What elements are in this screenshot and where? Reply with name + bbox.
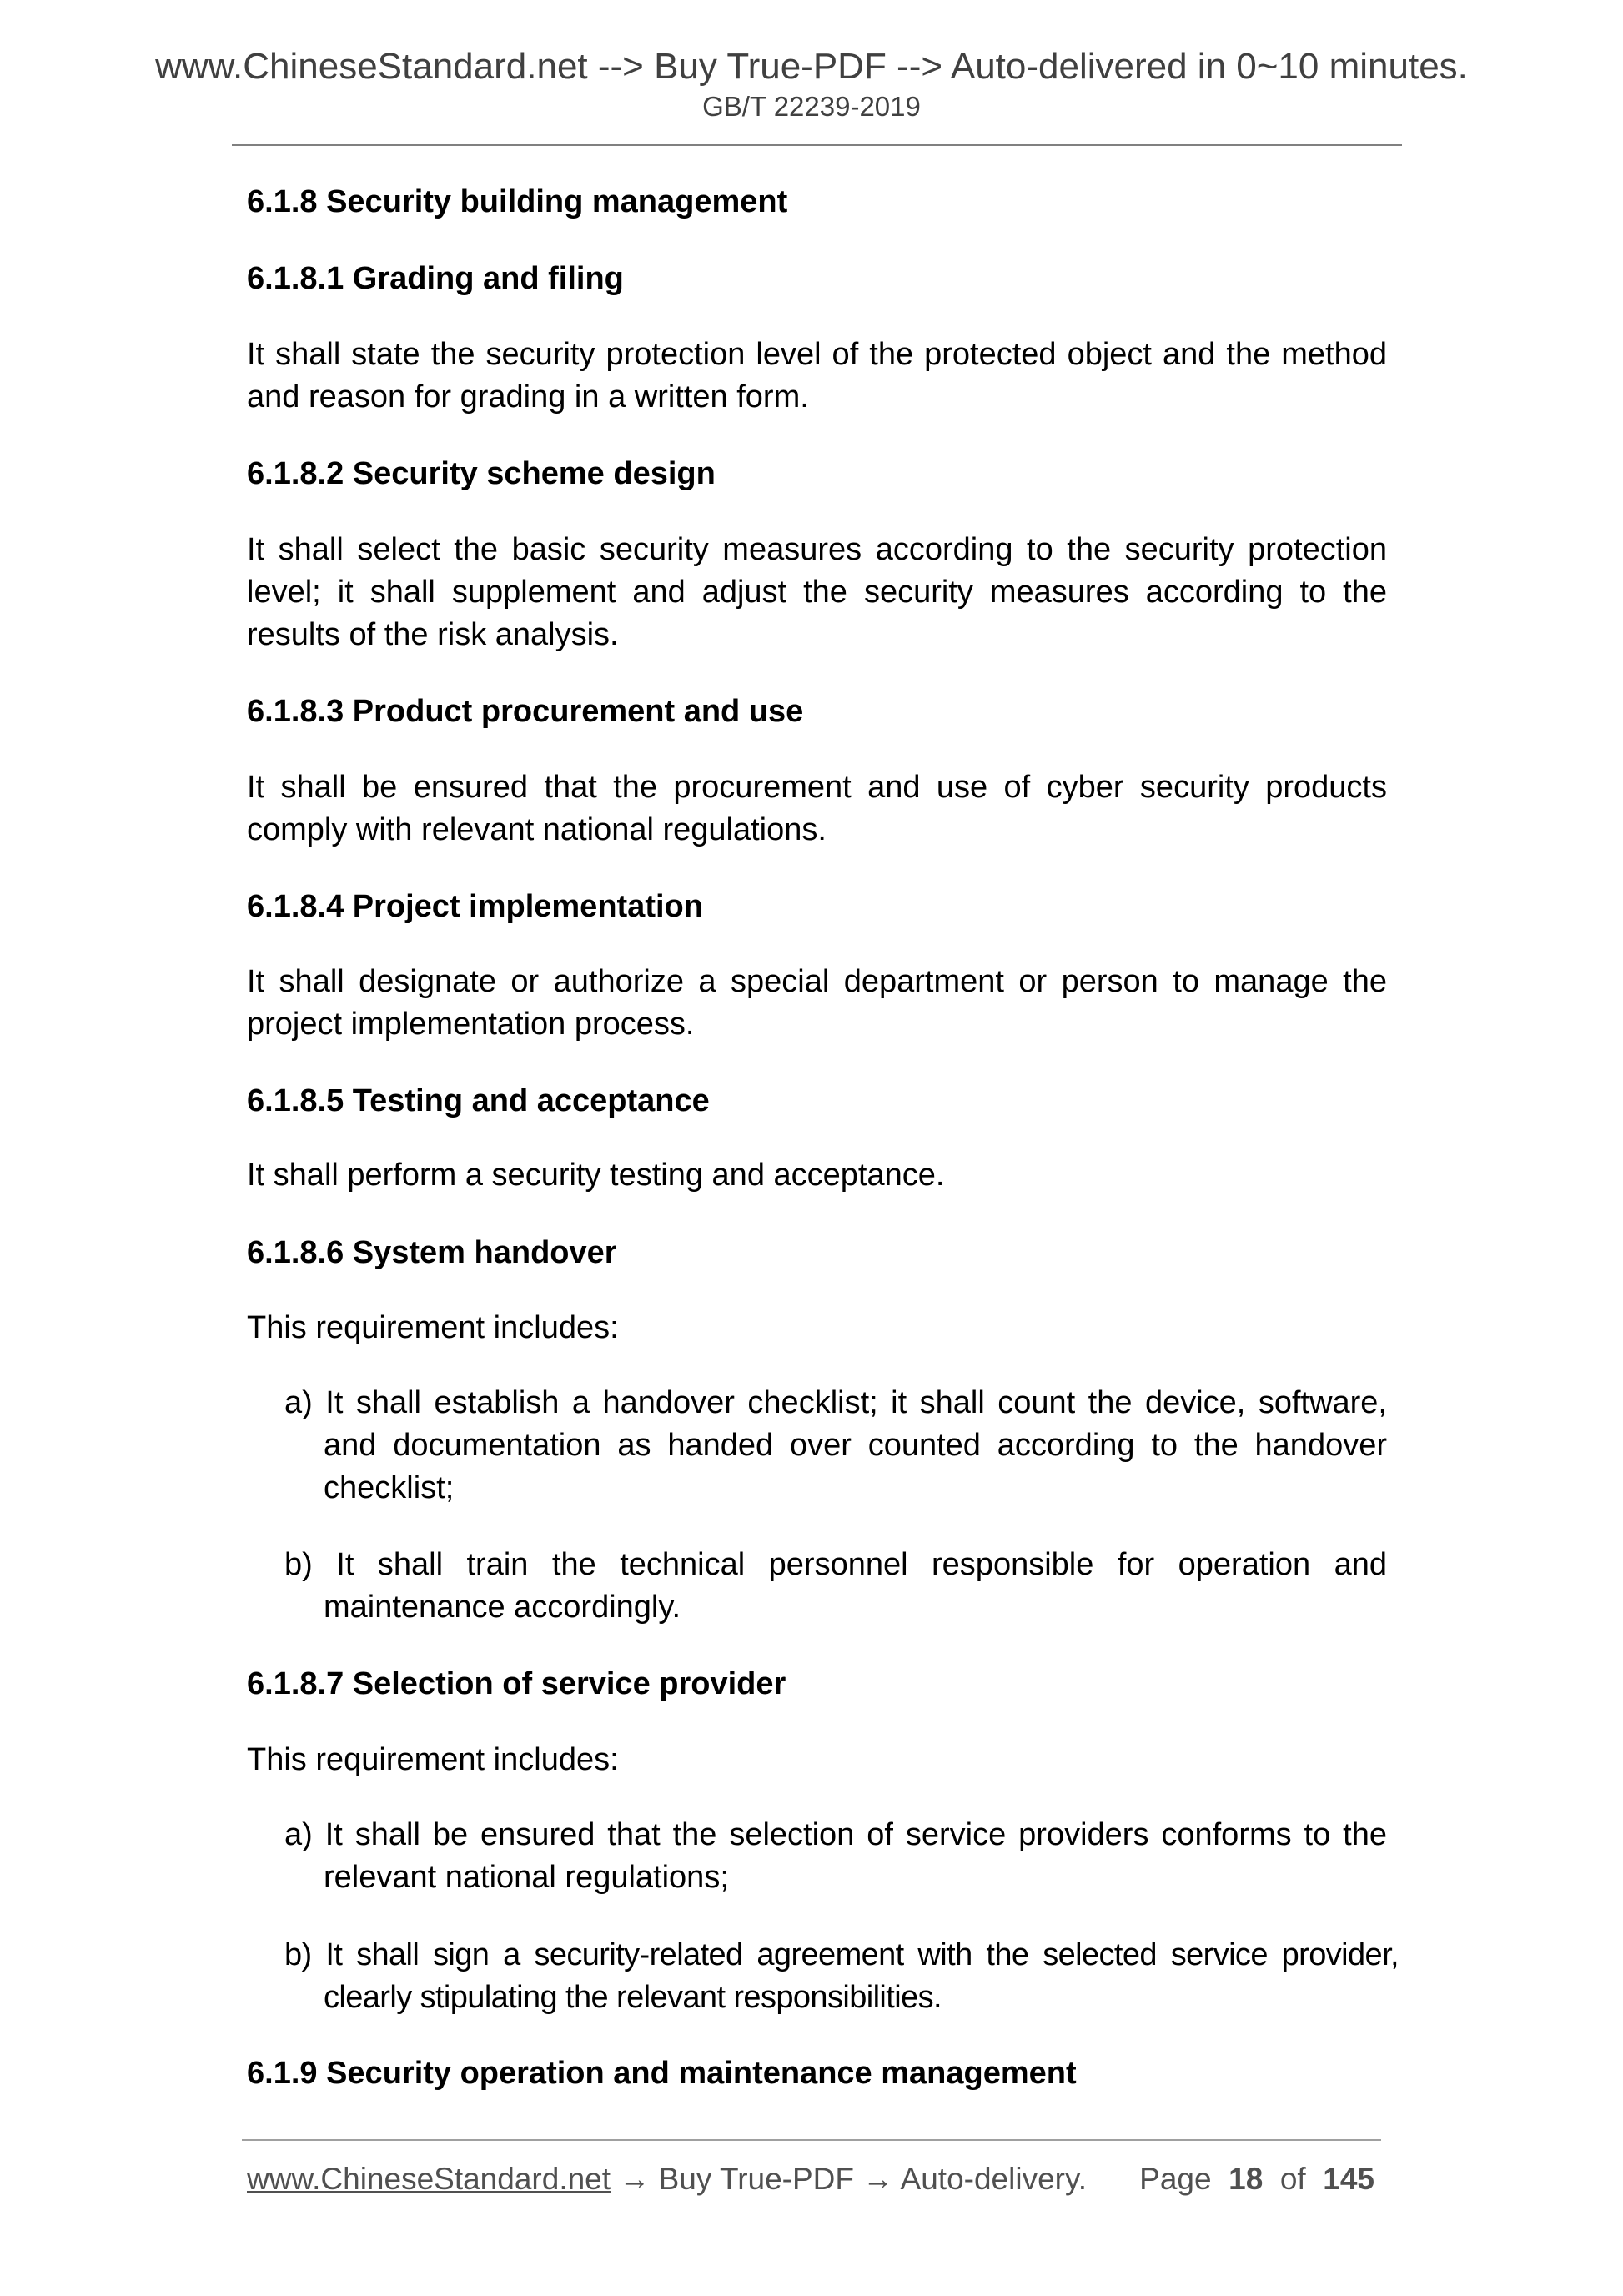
list-item bbox=[284, 1544, 1387, 1629]
footer-site-link[interactable]: www.ChineseStandard.net bbox=[247, 2162, 611, 2196]
list-text: It shall establish a handover checklist; it shall count the device, software, and documentation as handed over counted according to the handover checklist; bbox=[324, 1385, 1387, 1505]
list-label: b) bbox=[284, 1547, 313, 1582]
section-intro-6-1-8-7: This requirement includes: bbox=[247, 1742, 619, 1777]
section-heading-6-1-9: 6.1.9 Security operation and maintenance management bbox=[247, 2056, 1077, 2091]
section-heading-6-1-8-6: 6.1.8.6 System handover bbox=[247, 1235, 617, 1270]
list-text: It shall sign a security-related agreement with the selected service provider, clearly stipulating the relevant responsibilities. bbox=[324, 1937, 1399, 2015]
list-item bbox=[284, 1934, 1399, 2019]
page-current: 18 bbox=[1229, 2162, 1264, 2196]
list-text: It shall be ensured that the selection of service providers conforms to the relevant national regulations; bbox=[324, 1817, 1387, 1895]
section-intro-6-1-8-6: This requirement includes: bbox=[247, 1310, 619, 1345]
list-text: It shall train the technical personnel responsible for operation and maintenance accordingly. bbox=[324, 1547, 1387, 1625]
list-label: a) bbox=[284, 1817, 313, 1852]
header-banner: www.ChineseStandard.net --> Buy True-PDF --> Auto-delivered in 0~10 minutes. bbox=[155, 46, 1468, 87]
section-heading-6-1-8-7: 6.1.8.7 Selection of service provider bbox=[247, 1666, 786, 1701]
section-body-6-1-8-3: It shall be ensured that the procurement and use of cyber security products comply with relevant national regulations. bbox=[247, 770, 1387, 847]
list-label: a) bbox=[284, 1385, 313, 1420]
header-divider bbox=[232, 144, 1402, 146]
section-heading-6-1-8-4: 6.1.8.4 Project implementation bbox=[247, 889, 703, 924]
of-label: of bbox=[1279, 2162, 1306, 2196]
section-heading-6-1-8-5: 6.1.8.5 Testing and acceptance bbox=[247, 1083, 710, 1118]
page-indicator bbox=[1139, 2158, 1374, 2200]
list-label: b) bbox=[284, 1937, 312, 1972]
section-heading-6-1-8-3: 6.1.8.3 Product procurement and use bbox=[247, 694, 804, 729]
page-total: 145 bbox=[1323, 2162, 1374, 2196]
footer-delivery-text: Auto-delivery. bbox=[900, 2162, 1088, 2196]
section-heading-6-1-8-2: 6.1.8.2 Security scheme design bbox=[247, 456, 716, 491]
section-body-6-1-8-5: It shall perform a security testing and acceptance. bbox=[247, 1158, 945, 1193]
section-body-6-1-8-1: It shall state the security protection level of the protected object and the method and reason for grading in a written form. bbox=[247, 337, 1387, 414]
section-heading-6-1-8-1: 6.1.8.1 Grading and filing bbox=[247, 261, 624, 296]
page-label: Page bbox=[1139, 2162, 1212, 2196]
list-item bbox=[284, 1814, 1387, 1899]
list-item bbox=[284, 1382, 1387, 1510]
footer-divider bbox=[242, 2139, 1381, 2141]
section-heading-6-1-8: 6.1.8 Security building management bbox=[247, 184, 788, 219]
section-body-6-1-8-4: It shall designate or authorize a special department or person to manage the project implementation process. bbox=[247, 964, 1387, 1042]
arrow-right-icon: → bbox=[862, 2162, 894, 2196]
footer bbox=[247, 2158, 1381, 2200]
footer-buy-text: Buy True-PDF bbox=[658, 2162, 855, 2196]
standard-code: GB/T 22239-2019 bbox=[702, 91, 921, 122]
arrow-right-icon: → bbox=[619, 2162, 651, 2196]
section-body-6-1-8-2: It shall select the basic security measures according to the security protection level; it shall supplement and adjust the security measures according to the results of the risk analysis. bbox=[247, 532, 1387, 652]
